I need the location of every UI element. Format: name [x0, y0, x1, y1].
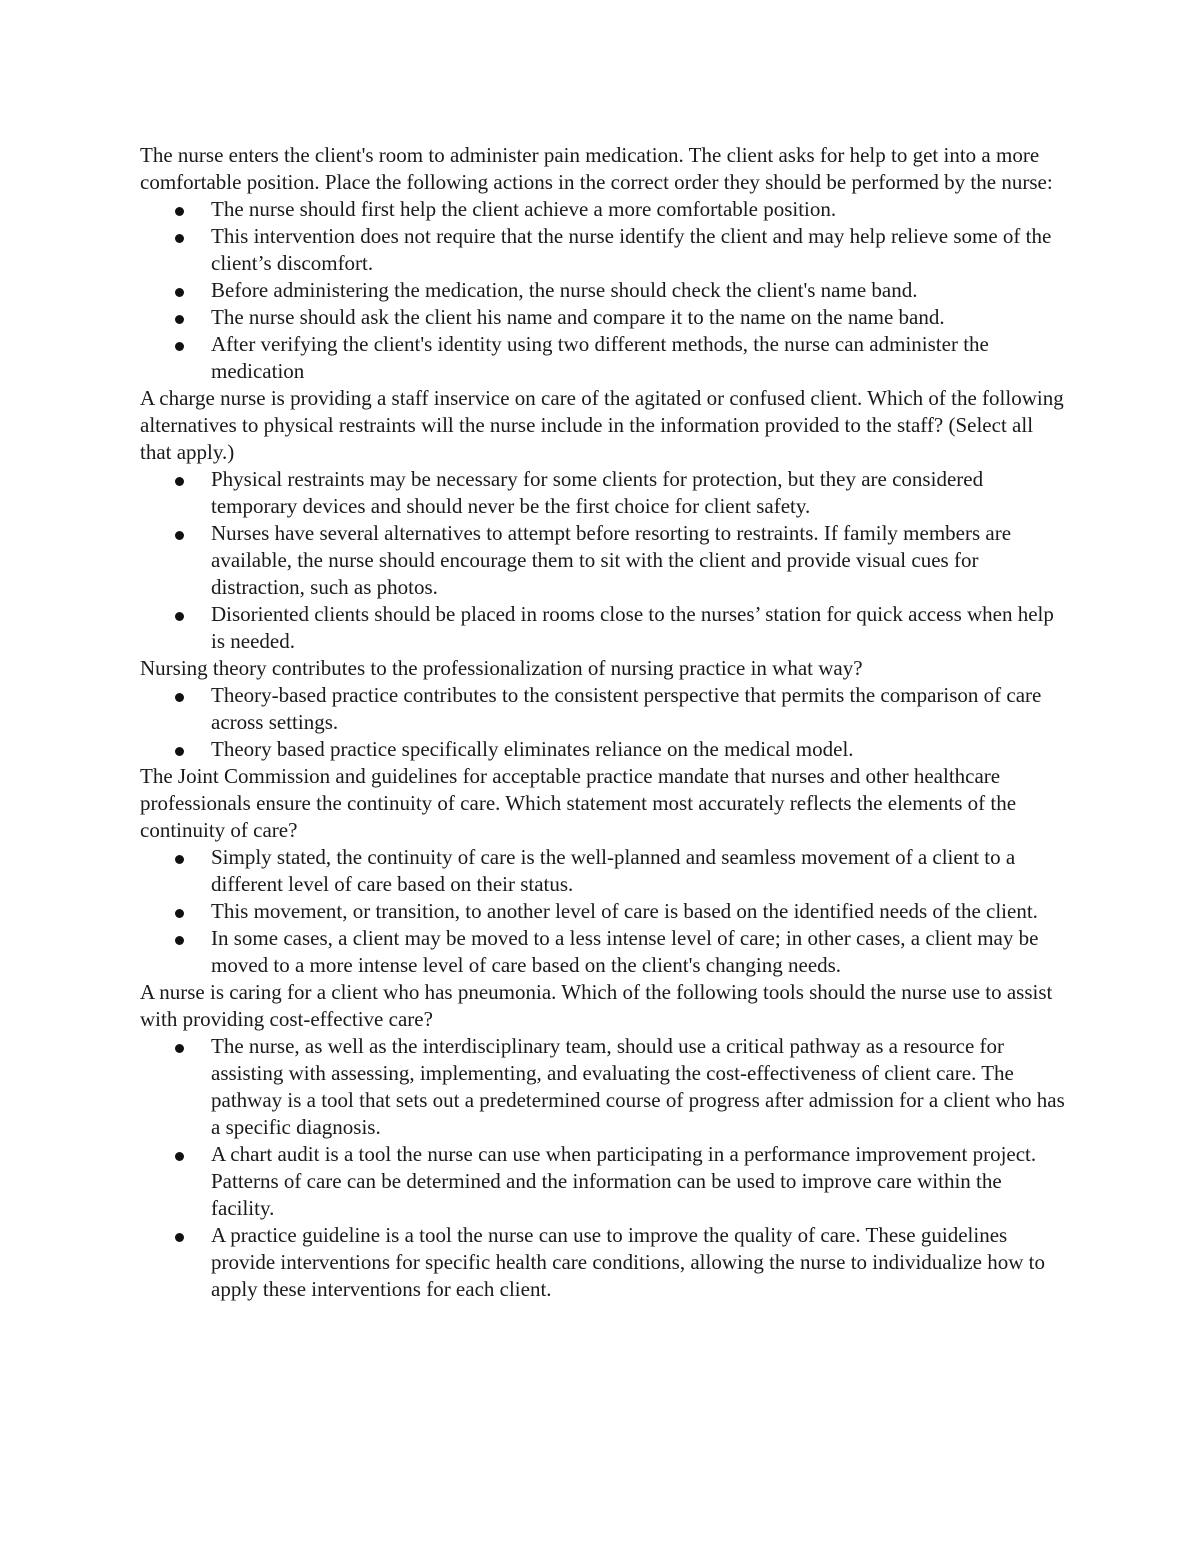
answer-list — [140, 1033, 1065, 1303]
question-block-2 — [140, 385, 1065, 655]
bullet-icon — [175, 315, 184, 324]
answer-text: A chart audit is a tool the nurse can use when participating in a performance improvement project. Patterns of care can be determined and the information can be used to improve care within the facility. — [211, 1142, 1037, 1220]
question-block-1 — [140, 142, 1065, 385]
answer-list — [140, 682, 1065, 763]
answer-text: Physical restraints may be necessary for some clients for protection, but they are considered temporary devices and should never be the first choice for client safety. — [211, 467, 984, 518]
answer-list — [140, 466, 1065, 655]
bullet-icon — [175, 234, 184, 243]
bullet-icon — [175, 531, 184, 540]
answer-text: The nurse should first help the client achieve a more comfortable position. — [211, 197, 837, 221]
answer-list — [140, 196, 1065, 385]
answer-text: Theory-based practice contributes to the consistent perspective that permits the comparison of care across settings. — [211, 683, 1042, 734]
answer-text: Disoriented clients should be placed in rooms close to the nurses’ station for quick access when help is needed. — [211, 602, 1054, 653]
answer-item — [211, 1141, 1065, 1222]
answer-item — [211, 304, 1065, 331]
answer-item — [211, 736, 1065, 763]
bullet-icon — [175, 477, 184, 486]
bullet-icon — [175, 207, 184, 216]
question-text: Nursing theory contributes to the professionalization of nursing practice in what way? — [140, 656, 863, 680]
question-text: The Joint Commission and guidelines for acceptable practice mandate that nurses and other healthcare professionals ensure the continuity of care. Which statement most accurately reflects the elements of the continuity of care? — [140, 764, 1017, 842]
bullet-icon — [175, 612, 184, 621]
answer-text: In some cases, a client may be moved to a less intense level of care; in other cases, a client may be moved to a more intense level of care based on the client's changing needs. — [211, 926, 1039, 977]
answer-item — [211, 682, 1065, 736]
bullet-icon — [175, 936, 184, 945]
answer-text: Before administering the medication, the nurse should check the client's name band. — [211, 278, 918, 302]
bullet-icon — [175, 342, 184, 351]
answer-text: Theory based practice specifically eliminates reliance on the medical model. — [211, 737, 854, 761]
answer-item — [211, 1033, 1065, 1141]
answer-text: This intervention does not require that the nurse identify the client and may help relieve some of the client’s discomfort. — [211, 224, 1052, 275]
question-text: A charge nurse is providing a staff inservice on care of the agitated or confused client. Which of the following alternatives to physical restraints will the nurse include in the information provided to the staff? (Select all that apply.) — [140, 386, 1064, 464]
bullet-icon — [175, 855, 184, 864]
answer-list — [140, 844, 1065, 979]
answer-item — [211, 520, 1065, 601]
answer-item — [211, 601, 1065, 655]
answer-text: Nurses have several alternatives to attempt before resorting to restraints. If family members are available, the nurse should encourage them to sit with the client and provide visual cues for distraction, such as photos. — [211, 521, 1012, 599]
question-block-5 — [140, 979, 1065, 1303]
answer-item — [211, 898, 1065, 925]
answer-item — [211, 277, 1065, 304]
bullet-icon — [175, 1152, 184, 1161]
answer-text: This movement, or transition, to another level of care is based on the identified needs of the client. — [211, 899, 1038, 923]
answer-text: The nurse, as well as the interdisciplinary team, should use a critical pathway as a resource for assisting with assessing, implementing, and evaluating the cost-effectiveness of client care. The pathway is a tool that sets out a predetermined course of progress after admission for a client who has a specific diagnosis. — [211, 1034, 1065, 1139]
bullet-icon — [175, 1044, 184, 1053]
bullet-icon — [175, 288, 184, 297]
bullet-icon — [175, 747, 184, 756]
answer-item — [211, 223, 1065, 277]
bullet-icon — [175, 909, 184, 918]
answer-item — [211, 196, 1065, 223]
question-block-4 — [140, 763, 1065, 979]
question-block-3 — [140, 655, 1065, 763]
bullet-icon — [175, 1233, 184, 1242]
answer-text: A practice guideline is a tool the nurse can use to improve the quality of care. These guidelines provide interventions for specific health care conditions, allowing the nurse to individualize how to apply these interventions for each client. — [211, 1223, 1045, 1301]
bullet-icon — [175, 693, 184, 702]
answer-item — [211, 925, 1065, 979]
answer-item — [211, 844, 1065, 898]
answer-text: After verifying the client's identity using two different methods, the nurse can administer the medication — [211, 332, 989, 383]
answer-item — [211, 1222, 1065, 1303]
answer-text: Simply stated, the continuity of care is the well-planned and seamless movement of a client to a different level of care based on their status. — [211, 845, 1016, 896]
question-text: A nurse is caring for a client who has pneumonia. Which of the following tools should the nurse use to assist with providing cost-effective care? — [140, 980, 1053, 1031]
answer-item — [211, 466, 1065, 520]
answer-text: The nurse should ask the client his name and compare it to the name on the name band. — [211, 305, 945, 329]
answer-item — [211, 331, 1065, 385]
question-text: The nurse enters the client's room to administer pain medication. The client asks for help to get into a more comfortable position. Place the following actions in the correct order they should be performed by the nurse: — [140, 143, 1053, 194]
document-page — [140, 142, 1065, 1303]
